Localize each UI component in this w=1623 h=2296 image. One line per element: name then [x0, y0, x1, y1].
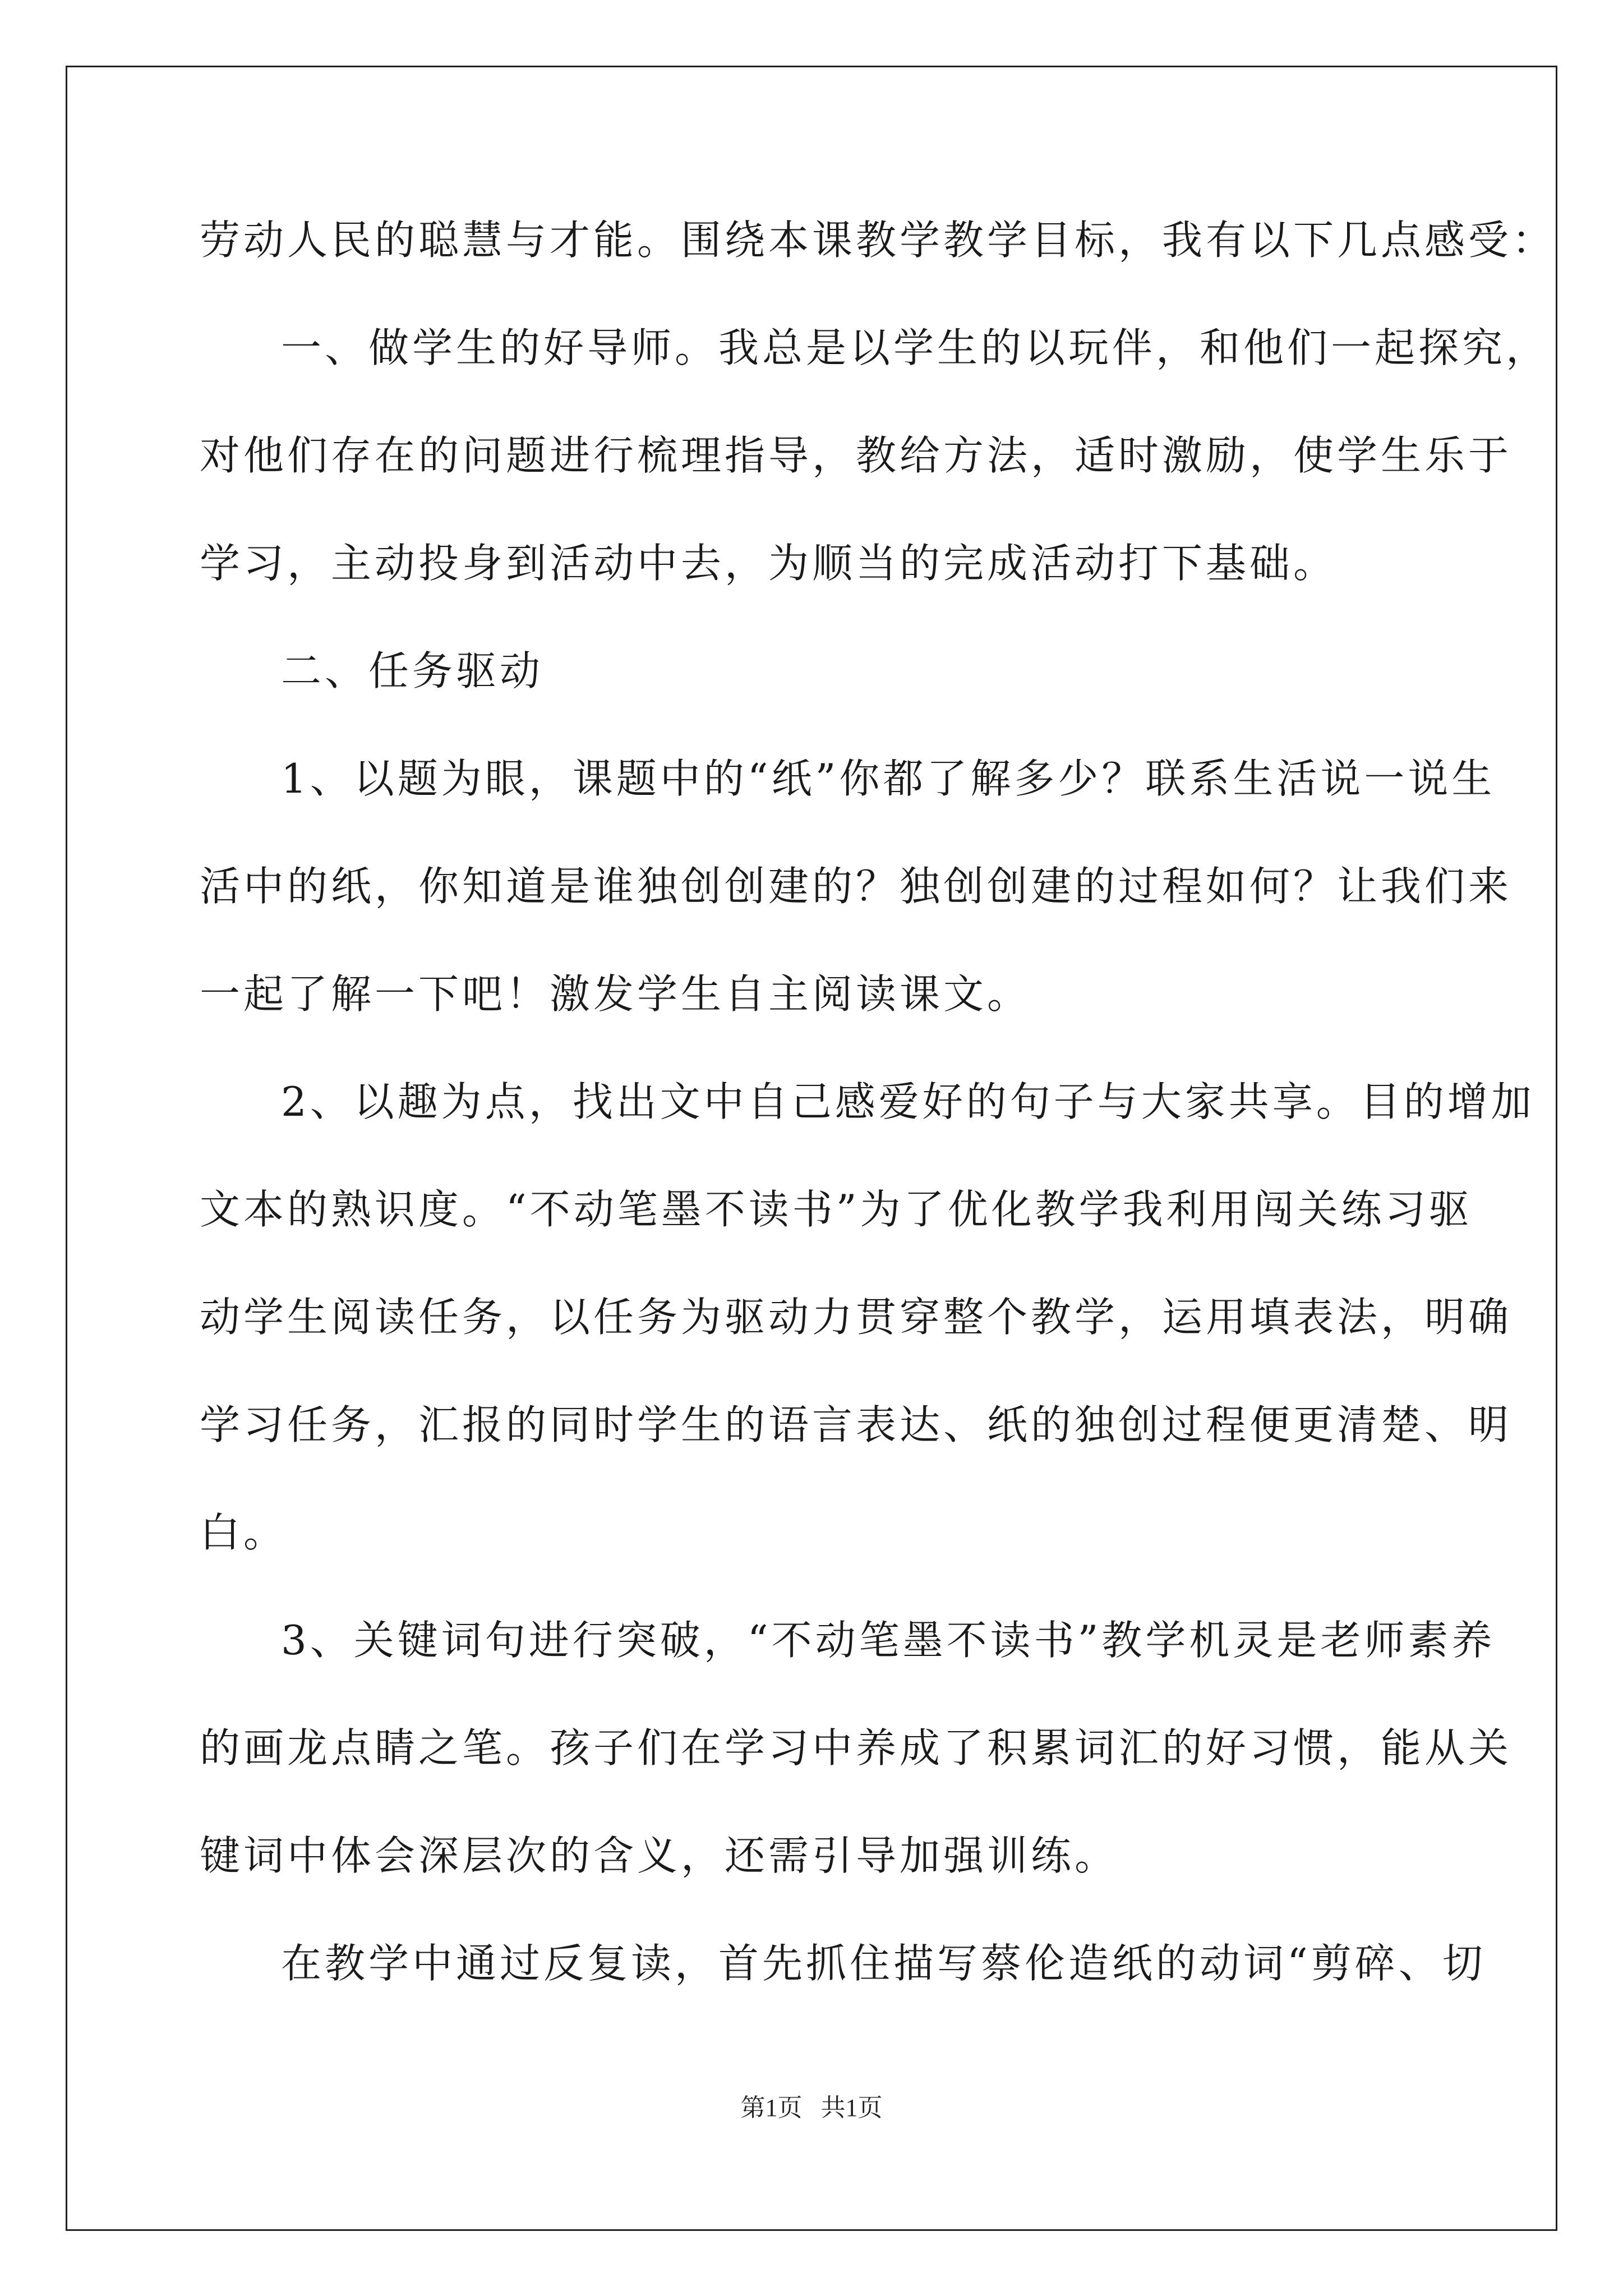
text-line-13: 白。: [200, 1509, 288, 1556]
page-border: [66, 66, 1557, 2231]
text-line-4: 学习，主动投身到活动中去，为顺当的完成活动打下基础。: [200, 540, 1338, 587]
text-line-17: 在教学中通过反复读，首先抓住描写蔡伦造纸的动词“剪碎、切: [281, 1940, 1486, 1987]
text-line-14: 3、关键词句进行突破，“不动笔墨不读书”教学机灵是老师素养: [281, 1617, 1496, 1664]
page-number-footer: 第1页 共1页: [740, 2094, 883, 2122]
text-line-9: 2、以趣为点，找出文中自己感爱好的句子与大家共享。目的增加: [281, 1078, 1535, 1125]
text-line-8: 一起了解一下吧！激发学生自主阅读课文。: [200, 970, 1031, 1018]
text-line-10: 文本的熟识度。“不动笔墨不读书”为了优化教学我利用闯关练习驱: [200, 1186, 1473, 1233]
text-line-3: 对他们存在的问题进行梳理指导，教给方法，适时激励，使学生乐于: [200, 432, 1513, 479]
text-line-1: 劳动人民的聪慧与才能。围绕本课教学教学目标，我有以下几点感受：: [200, 217, 1556, 264]
text-line-11: 动学生阅读任务，以任务为驱动力贯穿整个教学，运用填表法，明确: [200, 1294, 1513, 1341]
text-line-16: 键词中体会深层次的含义，还需引导加强训练。: [200, 1832, 1119, 1879]
text-line-7: 活中的纸，你知道是谁独创创建的？独创创建的过程如何？让我们来: [200, 863, 1513, 910]
text-line-5: 二、任务驱动: [281, 647, 544, 694]
text-line-15: 的画龙点睛之笔。孩子们在学习中养成了积累词汇的好习惯，能从关: [200, 1724, 1513, 1772]
text-line-12: 学习任务，汇报的同时学生的语言表达、纸的独创过程便更清楚、明: [200, 1401, 1513, 1448]
text-line-6: 1、以题为眼，课题中的“纸”你都了解多少？联系生活说一说生: [281, 755, 1496, 802]
text-line-2: 一、做学生的好导师。我总是以学生的以玩伴，和他们一起探究，: [281, 324, 1550, 371]
